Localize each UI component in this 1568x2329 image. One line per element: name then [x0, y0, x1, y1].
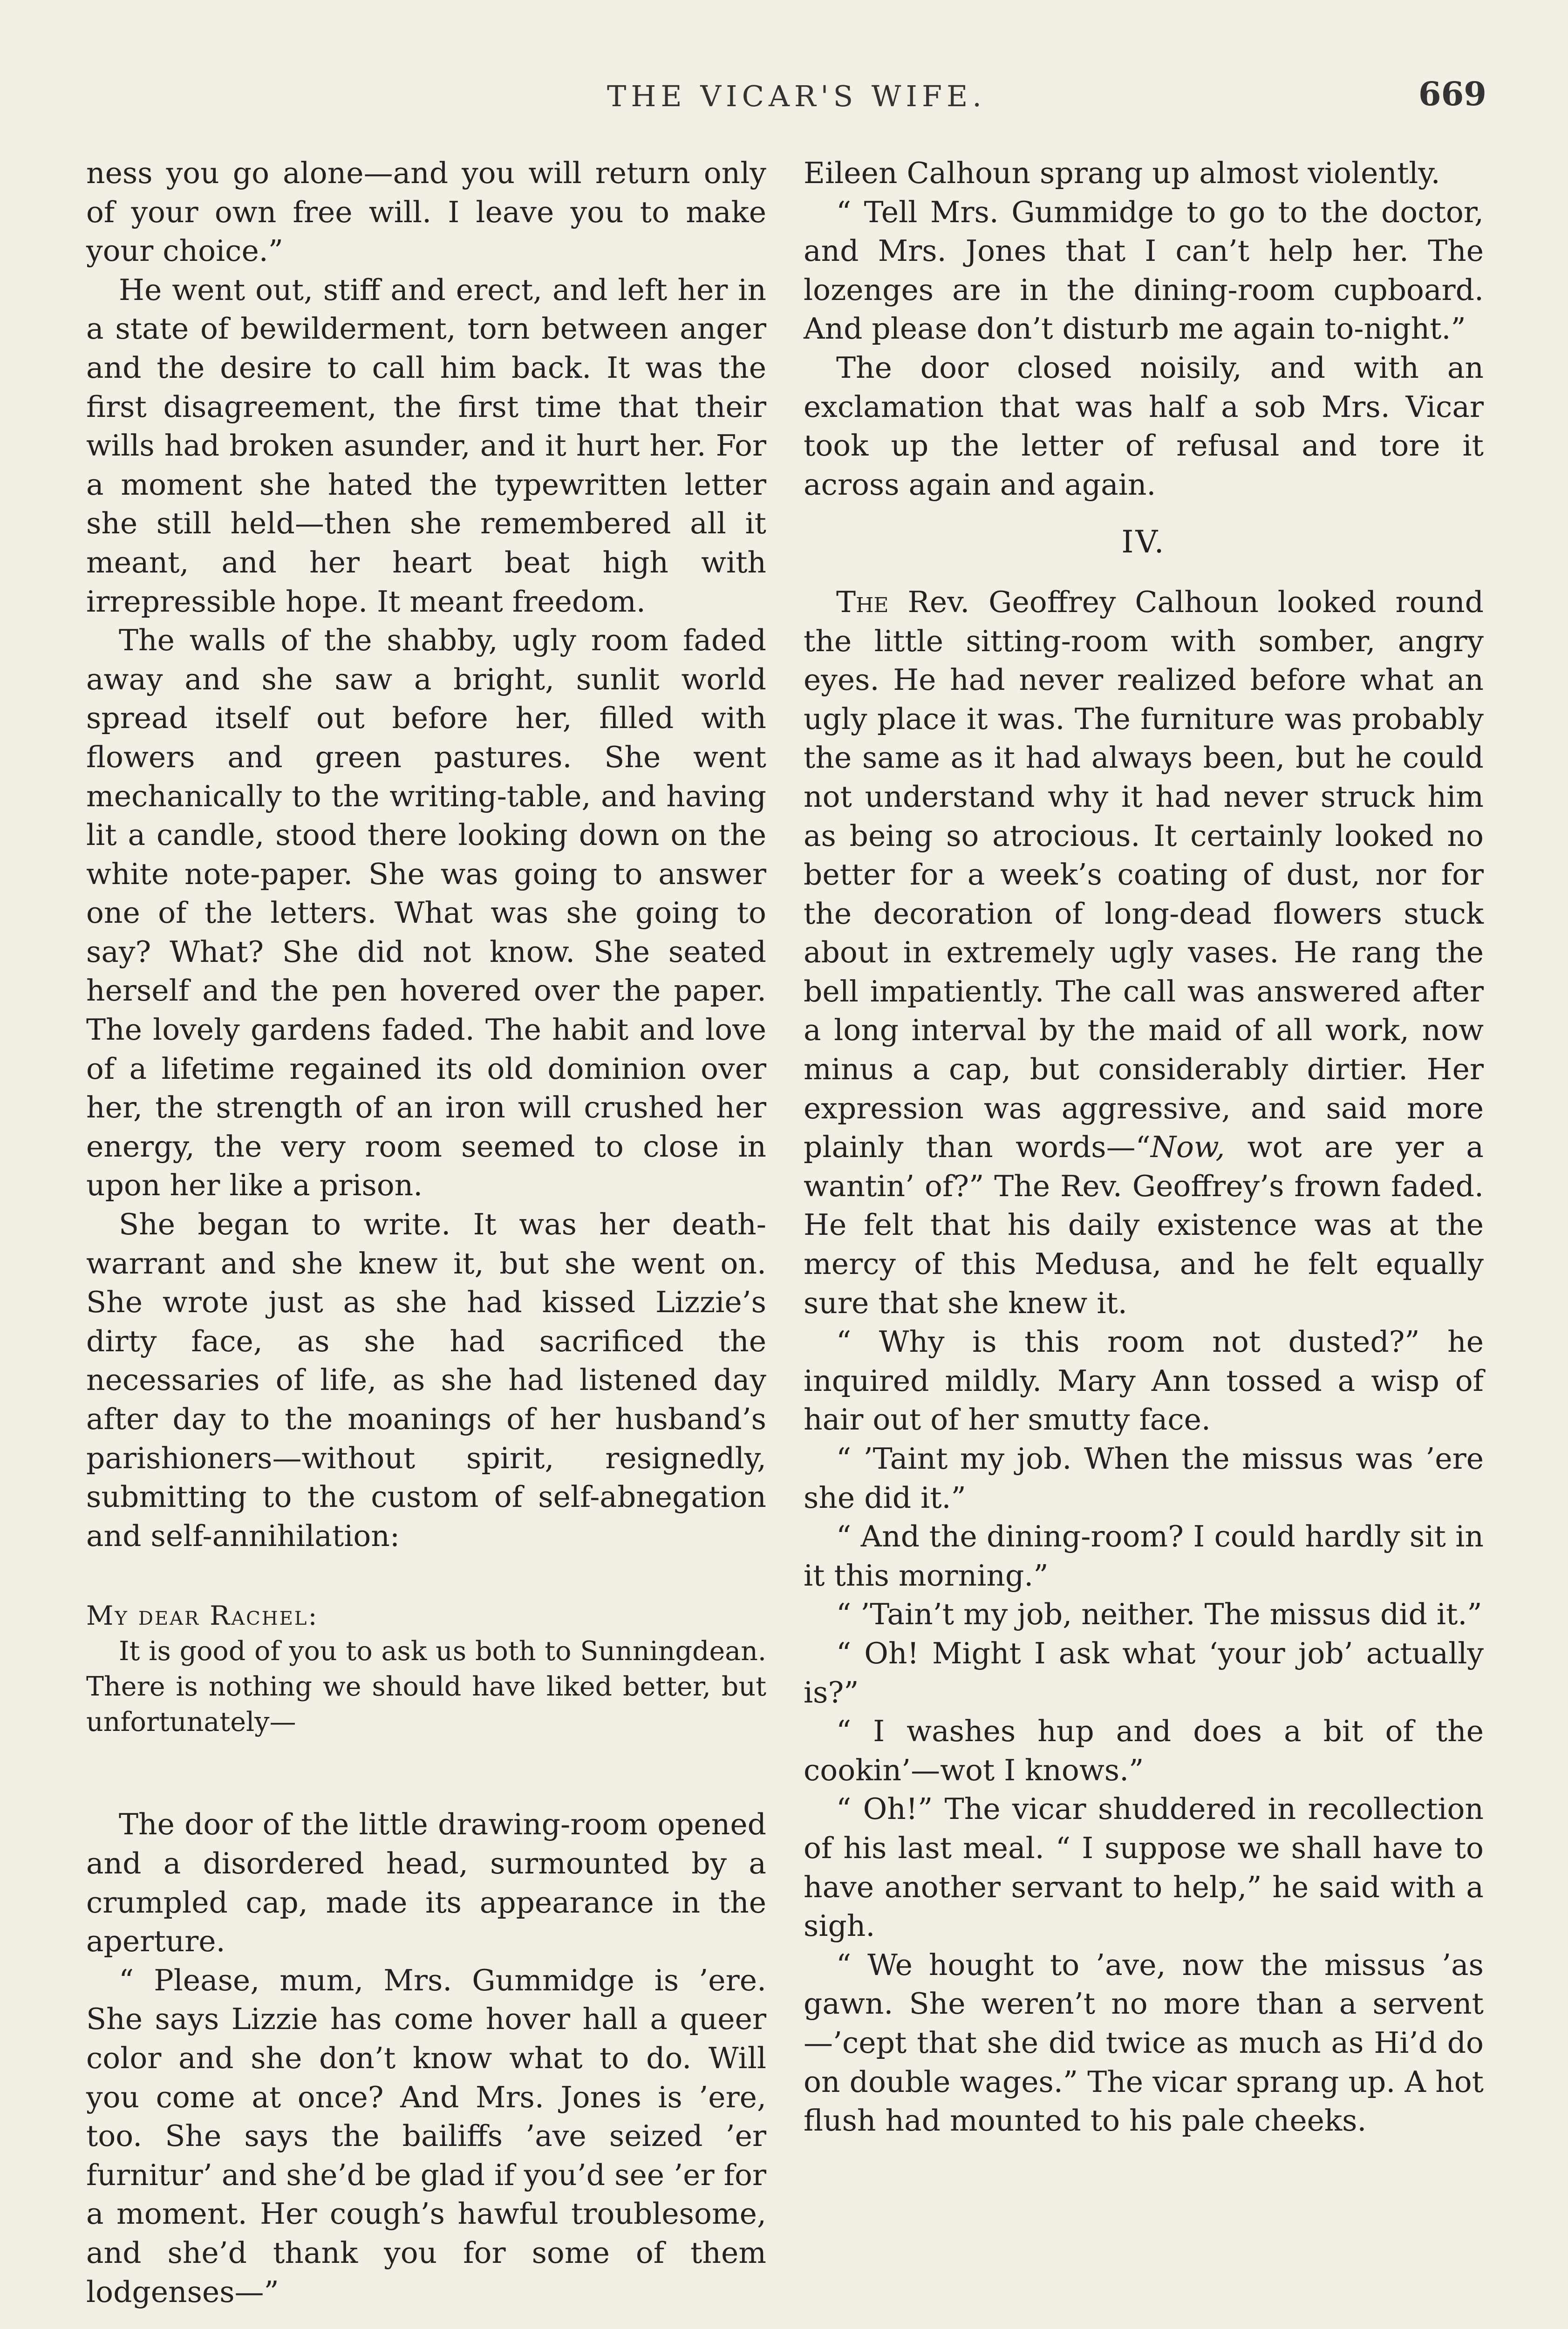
paragraph: “ I washes hup and does a bit of the cookin’—wot I knows.” — [804, 1714, 1484, 1787]
paragraph: The door closed noisily, and with an exclamation that was half a sob Mrs. Vicar took up the letter of refusal and tore it across again and again. — [804, 350, 1484, 502]
paragraph: He went out, stiff and erect, and left her in a state of bewilderment, torn between anger and the desire to call him back. It was the first disagreement, the first time that their wills had broken asunder, and it hurt her. For a moment she hated the typewritten letter she still held—then she remembered all it meant, and her heart beat high with irrepressible hope. It meant freedom. — [86, 272, 766, 619]
section-opening-paragraph — [804, 583, 1484, 1322]
paragraph: The door of the little drawing-room opened and a disordered head, surmounted by a crumpled cap, made its appearance in the aperture. — [86, 1807, 766, 1959]
paragraph: The walls of the shabby, ugly room faded away and she saw a bright, sunlit world spread itself out before her, filled with flowers and green pastures. She went mechanically to the writing-table, and having lit a candle, stood there looking down on the white note-paper. She was going to answer one of the letters. What was she going to say? What? She did not know. She seated herself and the pen hovered over the paper. The lovely gardens faded. The habit and love of a lifetime regained its old dominion over her, the strength of an iron will crushed her energy, the very room seemed to close in upon her like a prison. — [86, 623, 766, 1203]
opening-italic: Now, — [1150, 1130, 1225, 1164]
paragraph: “ Oh!” The vicar shuddered in recollection of his last meal. “ I suppose we shall have to have another servant to help,” he said with a sigh. — [804, 1792, 1484, 1943]
opening-text-end: wot are yer a wantin’ of?” The Rev. Geoffrey’s frown faded. He felt that his daily existence was at the mercy of this Medusa, and he felt equally sure that she knew it. — [804, 1130, 1484, 1320]
paragraph: “ ’Taint my job. When the missus was ’ere she did it.” — [804, 1442, 1484, 1515]
left-column — [86, 154, 766, 2311]
paragraph: She began to write. It was her death-warrant and she knew it, but she went on. She wrote just as she had kissed Lizzie’s dirty face, as she had sacrificed the necessaries of life, as she had listened day after day to the moanings of her husband’s parishioners—without spirit, resignedly, submitting to the custom of self-abnegation and self-annihilation: — [86, 1207, 766, 1553]
embedded-letter — [86, 1598, 766, 1740]
right-column — [804, 154, 1484, 2140]
section-heading: IV. — [1121, 524, 1166, 560]
page-number: 669 — [1418, 75, 1486, 113]
paragraph: ness you go alone—and you will return only of your own free will. I leave you to make your choice.” — [86, 156, 766, 268]
paragraph: “ We hought to ’ave, now the missus ’as gawn. She weren’t no more than a servent—’cept that she did twice as much as Hi’d do on double wages.” The vicar sprang up. A hot flush had mounted to his pale cheeks. — [804, 1948, 1484, 2138]
paragraph: Eileen Calhoun sprang up almost violently. — [804, 156, 1440, 190]
paragraph: “ Tell Mrs. Gummidge to go to the doctor, and Mrs. Jones that I can’t help her. The lozenges are in the dining-room cupboard. And please don’t disturb me again to-night.” — [804, 195, 1484, 346]
letter-body: It is good of you to ask us both to Sunningdean. There is nothing we should have liked better, but unfortunately— — [86, 1636, 766, 1738]
opening-word: The — [836, 585, 889, 619]
running-title: THE VICAR'S WIFE. — [607, 79, 986, 113]
paragraph: “ Oh! Might I ask what ‘your job’ actually is?” — [804, 1636, 1484, 1709]
paragraph: “ Why is this room not dusted?” he inquired mildly. Mary Ann tossed a wisp of hair out of her smutty face. — [804, 1325, 1484, 1437]
paragraph: “ Please, mum, Mrs. Gummidge is ’ere. She says Lizzie has come hover hall a queer color and she don’t know what to do. Will you come at once? And Mrs. Jones is ’ere, too. She says the bailiffs ’ave seized ’er furnitur’ and she’d be glad if you’d see ’er for a moment. Her cough’s hawful troublesome, and she’d thank you for some of them lodgenses—” — [86, 1963, 766, 2309]
paragraph: “ And the dining-room? I could hardly sit in it this morning.” — [804, 1519, 1484, 1593]
opening-text: Rev. Geoffrey Calhoun looked round the little sitting-room with somber, angry eyes. He had never realized before what an ugly place it was. The furniture was probably the same as it had always been, but he could not understand why it had never struck him as being so atrocious. It certainly looked no better for a week’s coating of dust, nor for the decoration of long-dead flowers stuck about in extremely ugly vases. He rang the bell impatiently. The call was answered after a long interval by the maid of all work, now minus a cap, but considerably dirtier. Her expression was aggressive, and said more plainly than words—“ — [804, 585, 1484, 1164]
letter-salutation: My dear Rachel: — [86, 1600, 319, 1632]
paragraph: “ ’Tain’t my job, neither. The missus did it.” — [836, 1597, 1482, 1632]
